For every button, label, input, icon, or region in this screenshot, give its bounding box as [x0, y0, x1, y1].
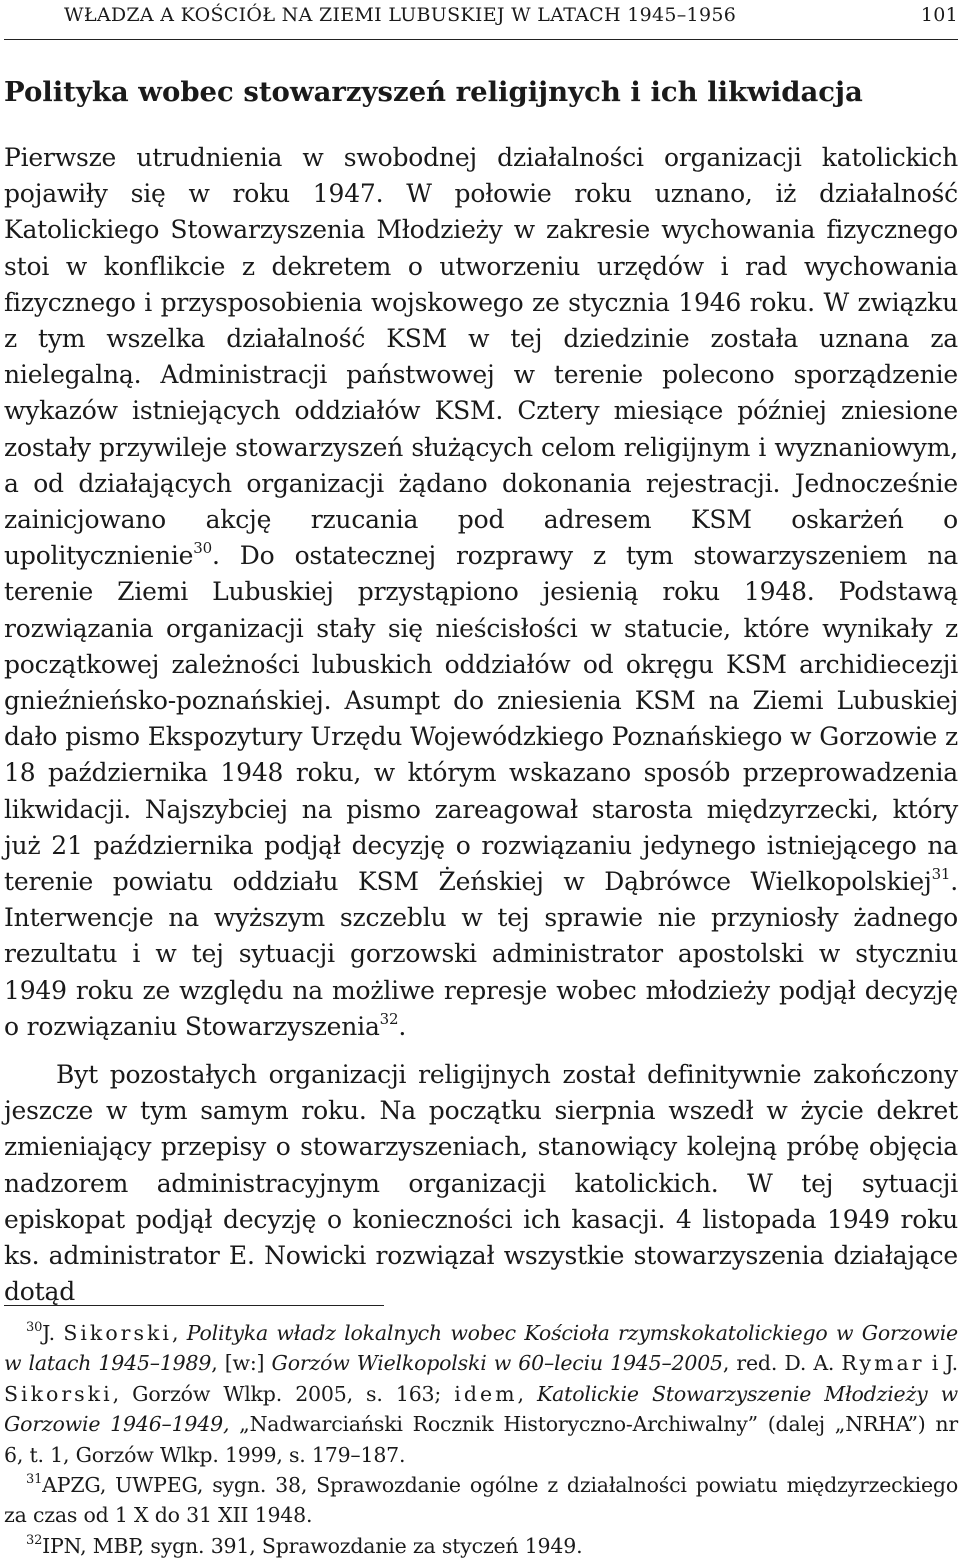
- footnote-number: 31: [26, 1472, 43, 1488]
- footnote-ref-32[interactable]: 32: [379, 1009, 399, 1028]
- footnote-text: IPN, MBP, sygn. 391, Sprawozdanie za styczeń 1949.: [42, 1533, 583, 1558]
- footnotes: [4, 1318, 958, 1561]
- footnote-text: J.: [42, 1321, 64, 1345]
- work-title: Gorzów Wielkopolski w 60–leciu 1945–2005: [271, 1351, 723, 1376]
- footnote-number: 30: [26, 1320, 43, 1335]
- footnote-text: , Gorzów Wlkp. 2005, s. 163;: [112, 1381, 455, 1406]
- footnote-rule: [4, 1305, 384, 1306]
- footnote-text: ,: [517, 1381, 538, 1406]
- author-name: Sikorski: [4, 1381, 113, 1406]
- footnote-ref-30[interactable]: 30: [193, 539, 212, 558]
- paragraph-1-part-d: .: [398, 1011, 407, 1041]
- section-title: Polityka wobec stowarzyszeń religijnych i ich likwidacja: [4, 76, 863, 108]
- footnote-text: ,: [171, 1321, 187, 1345]
- footnote-text: i J.: [924, 1351, 958, 1376]
- footnote-30: [4, 1318, 958, 1470]
- paragraph-1-part-c: . Interwencje na wyższym szczeblu w tej sprawie nie przyniosły żadnego rezultatu i w tej sytuacji gorzowski administrator apostolski w styczniu 1949 roku ze względu na możliwe represje wobec młodzieży podjął decyzję o rozwiązaniu Stowarzyszenia: [4, 867, 958, 1041]
- idem-label: idem: [454, 1381, 518, 1406]
- footnote-ref-31[interactable]: 31: [931, 865, 951, 884]
- footnote-32: [4, 1531, 958, 1561]
- work-title: Katolickie Stowarzyszenie Młodzieży w Gorzowie 1946–1949,: [4, 1381, 958, 1437]
- work-title: Polityka władz lokalnych wobec Kościoła rzymskokatolickiego w Gorzowie w latach 1945–1989: [4, 1321, 958, 1376]
- author-name: Sikorski: [63, 1321, 172, 1345]
- footnote-text: , [w:]: [211, 1351, 272, 1376]
- footnote-31: [4, 1470, 958, 1531]
- footnote-text: , red. D. A.: [722, 1351, 842, 1376]
- paragraph-2: Byt pozostałych organizacji religijnych został definitywnie zakończony jeszcze w tym samym roku. Na początku sierpnia wszedł w życie dekret zmieniający przepisy o stowarzyszeniach, stanowiący kolejną próbę objęcia nadzorem administracyjnym organizacji katolickich. W tej sytuacji episkopat podjął decyzję o konieczności ich kasacji. 4 listopada 1949 roku ks. administrator E. Nowicki rozwiązał wszystkie stowarzyszenia działające dotąd: [4, 1060, 958, 1307]
- footnote-number: 32: [26, 1532, 43, 1548]
- paragraph-1-part-a: Pierwsze utrudnienia w swobodnej działalności organizacji katolickich pojawiły się w roku 1947. W połowie roku uznano, iż działalność Katolickiego Stowarzyszenia Młodzieży w zakresie wychowania fizycznego stoi w konflikcie z dekretem o utworzeniu urzędów i rad wychowania fizycznego i przysposobienia wojskowego ze stycznia 1946 roku. W związku z tym wszelka działalność KSM w tej dziedzinie została uznana za nielegalną. Administracji państwowej w terenie polecono sporządzenie wykazów istniejących oddziałów KSM. Cztery miesiące później zniesione zostały przywileje stowarzyszeń służących celom religijnym i wyznaniowym, a od działających organizacji żądano dokonania rejestracji. Jednocześnie zainicjowano akcję rzucania pod adresem KSM oskarżeń o upolitycznienie: [4, 143, 958, 571]
- footnote-text: „Nadwarciański Rocznik Historyczno-Archiwalny” (dalej „NRHA”) nr 6, t. 1, Gorzów Wlkp. 1999, s. 179–187.: [4, 1412, 958, 1467]
- page-number: 101: [920, 4, 958, 26]
- header-rule: [4, 39, 958, 40]
- footnote-text: APZG, UWPEG, sygn. 38, Sprawozdanie ogólne z działalności powiatu międzyrzeckiego za czas od 1 X do 31 XII 1948.: [4, 1473, 958, 1528]
- running-title: WŁADZA A KOŚCIÓŁ NA ZIEMI LUBUSKIEJ W LATACH 1945–1956: [64, 4, 737, 26]
- body-text: [4, 140, 958, 1311]
- paragraph-1-part-b: . Do ostatecznej rozprawy z tym stowarzyszeniem na terenie Ziemi Lubuskiej przystąpiono jesienią roku 1948. Podstawą rozwiązania organizacji stały się nieścisłości w statucie, które wynikały z początkowej zależności lubuskich oddziałów od okręgu KSM archidiecezji gnieźnieńsko-poznańskiej. Asumpt do zniesienia KSM na Ziemi Lubuskiej dało pismo Ekspozytury Urzędu Wojewódzkiego Poznańskiego w Gorzowie z 18 października 1948 roku, w którym wskazano sposób przeprowadzenia likwidacji. Najszybciej na pismo zareagował starosta międzyrzecki, który już 21 października podjął decyzję o rozwiązaniu jedynego istniejącego na terenie powiatu oddziału KSM Żeńskiej w Dąbrówce Wielkopolskiej: [4, 541, 958, 897]
- paragraph-1: [4, 140, 958, 1045]
- author-name: Rymar: [841, 1351, 925, 1376]
